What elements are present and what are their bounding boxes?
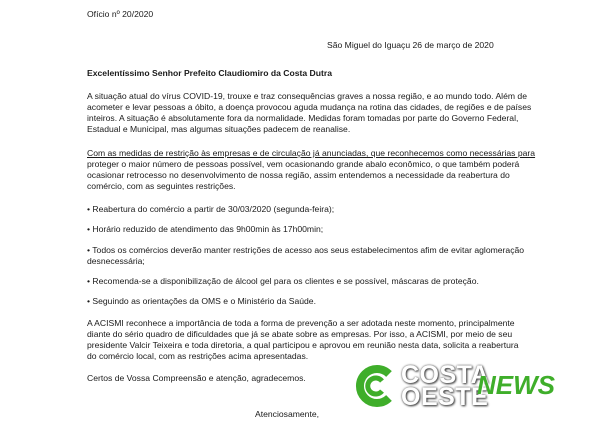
paragraph3-line: diante do sério quadro de dificuldades que já se abate sobre as empresas. Por isso, a ACISMI, por meio de seu [87, 329, 513, 339]
paragraph1-line: A situação atual do vírus COVID-19, trouxe e traz consequências graves a nossa região, e ao mundo todo. Além de [87, 91, 527, 101]
paragraph1-line: Estadual e Municipal, mas algumas situações padecem de reanalise. [87, 124, 351, 134]
closing-line: Certos de Vossa Compreensão e atenção, agradecemos. [87, 373, 306, 383]
logo-word-costa: COSTA [401, 361, 490, 389]
salutation: Excelentíssimo Senhor Prefeito Claudiomiro da Costa Dutra [87, 68, 332, 78]
costa-oeste-news-logo [352, 361, 570, 411]
logo-word-news: NEWS [477, 370, 555, 400]
paragraph1-line: inteiros. A situação é absolutamente fora da normalidade. Medidas foram tomadas por parte do Governo Federal, [87, 113, 519, 123]
signoff: Atenciosamente, [255, 409, 320, 419]
paragraph2-line: ocasionar retrocesso no desenvolvimento de nossa região, assim entendemos a necessidade da reabertura do [87, 170, 510, 180]
paragraph3-line: do comércio local, com as restrições acima apresentadas. [87, 351, 309, 361]
paragraph2-line: Com as medidas de restrição às empresas e de circulação já anunciadas, que reconhecemos como necessárias para [87, 148, 536, 158]
paragraph2-line: proteger o maior número de pessoas possível, vem ocasionando grande abalo econômico, o que também poderá [87, 159, 520, 169]
paragraph3-line: presidente Valcir Teixeira e toda diretoria, a qual participou e aprovou em reunião nesta data, solicita a reabertura [87, 340, 519, 350]
restriction-bullet: • Todos os comércios deverão manter restrições de acesso aos seus estabelecimentos afim de evitar aglomeração [87, 245, 525, 255]
restriction-bullet: • Reabertura do comércio a partir de 30/03/2020 (segunda-feira); [87, 204, 335, 214]
restriction-bullet: • Recomenda-se a disponibilização de álcool gel para os clientes e se possível, máscaras de proteção. [87, 276, 479, 286]
logo-mark-icon [352, 363, 398, 409]
restriction-bullet: • Seguindo as orientações da OMS e o Ministério da Saúde. [87, 296, 316, 306]
restriction-bullet: • Horário reduzido de atendimento das 9h00min às 17h00min; [87, 224, 324, 234]
office-number: Ofício nº 20/2020 [87, 9, 154, 19]
restriction-bullet-cont: desnecessária; [87, 256, 145, 266]
paragraph3-line: A ACISMI reconhece a importância de toda a forma de prevenção a ser adotada neste momento, principalmente [87, 318, 515, 328]
place-date: São Miguel do Iguaçu 26 de março de 2020 [327, 40, 494, 50]
logo-word-oeste: OESTE [401, 383, 489, 411]
paragraph2-line: comércio, com as seguintes restrições. [87, 181, 236, 191]
paragraph1-line: acometer e levar pessoas a óbito, a doença provocou aguda mudança na rotina das cidades, de regiões e de países [87, 102, 532, 112]
